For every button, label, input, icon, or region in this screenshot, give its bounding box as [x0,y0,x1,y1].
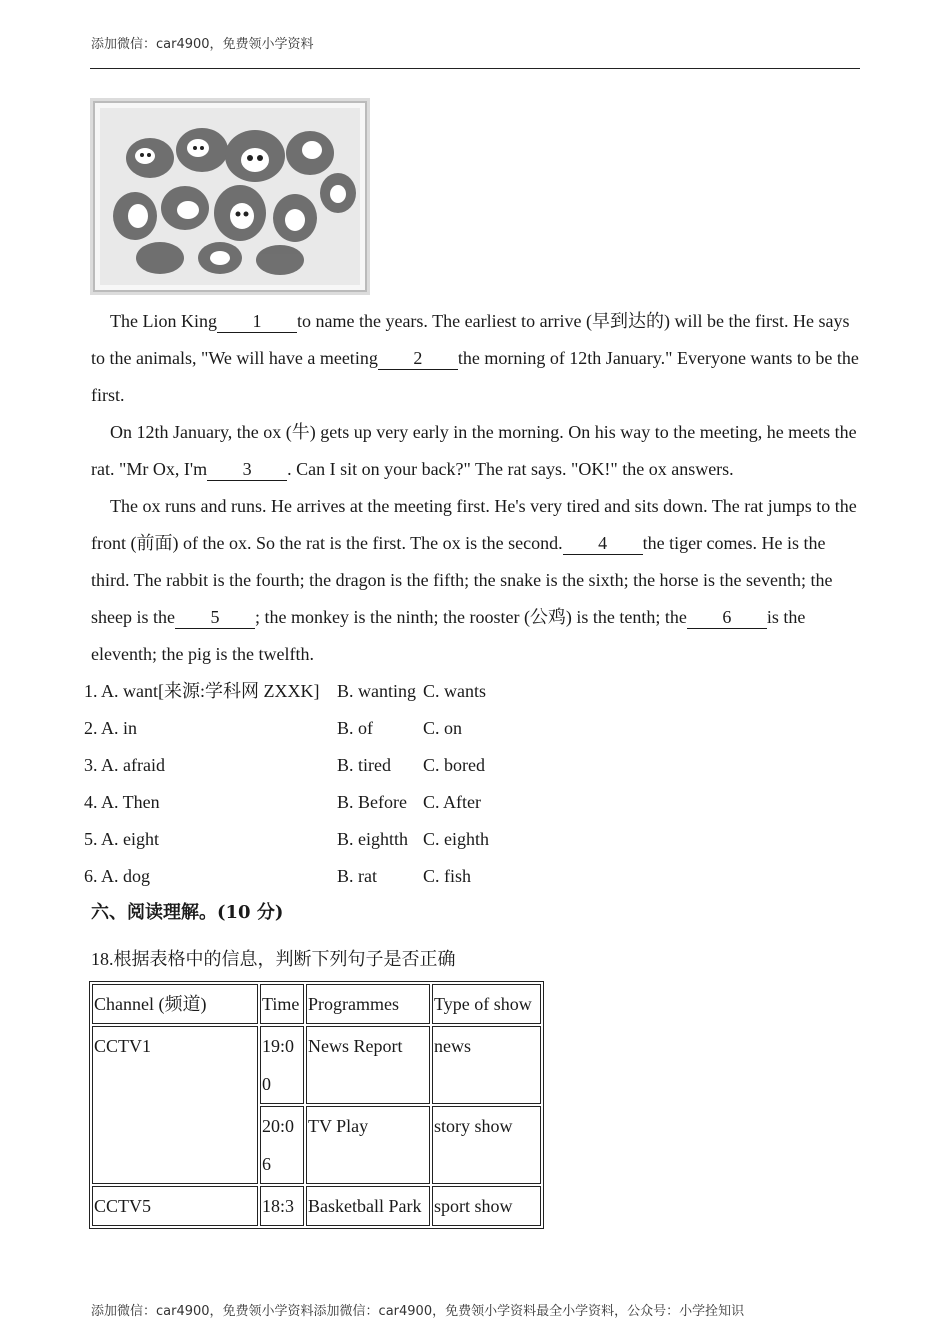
header-divider [90,68,860,69]
table-header-row [92,984,541,1024]
passage-text: the tiger comes. He is the third. The rabbit is the fourth; the dragon is the fifth; the snake is the sixth; the horse is the seventh; the sheep is the [91,533,833,627]
table-cell-time: 18:3 [260,1186,304,1226]
passage-text: the morning of 12th January." Everyone wants to be the first. [91,348,859,405]
option-a: 6. A. dog [84,866,151,886]
option-c: C. After [423,792,481,812]
table-cell-type: story show [432,1106,541,1184]
option-b: B. eightth [337,829,408,849]
blank-6: 6 [687,606,767,629]
passage-text: to name the years. The earliest to arrive (早到达的) will be the first. He says to the animals, "We will have a meeting [91,311,850,368]
passage-paragraph-2 [91,414,861,488]
passage-text: The Lion King [110,311,217,331]
option-a: 2. A. in [84,718,138,738]
table-cell-type: sport show [432,1186,541,1226]
table-cell-type: news [432,1026,541,1104]
option-c: C. bored [423,755,485,775]
option-a: 1. A. want[来源:学科网 ZXXK] [84,681,320,701]
table-cell-programme: TV Play [306,1106,430,1184]
option-a: 5. A. eight [84,829,159,849]
passage-text: ; the monkey is the ninth; the rooster (公鸡) is the tenth; the [254,607,687,627]
option-row-6 [84,858,684,895]
option-b: B. wanting [337,681,416,701]
passage-text: . Can I sit on your back?" The rat says. "OK!" the ox answers. [287,459,734,479]
option-a: 3. A. afraid [84,755,165,775]
table-row [92,1186,541,1226]
table-header-cell: Programmes [306,984,430,1024]
table-cell-programme: News Report [306,1026,430,1104]
option-c: C. eighth [423,829,489,849]
option-a: 4. A. Then [84,792,160,812]
table-header-cell: Time [260,984,304,1024]
table-cell-programme: Basketball Park [306,1186,430,1226]
option-b: B. tired [337,755,391,775]
blank-3: 3 [207,458,287,481]
header-watermark: 添加微信：car4900，免费领小学资料 [91,37,314,52]
option-b: B. of [337,718,373,738]
passage-text: On 12th January, the ox (牛) gets up very early in the morning. On his way to the meeting, he meets the rat. "Mr Ox, I'm [91,422,857,479]
tv-schedule-table [89,981,544,1229]
passage-paragraph-1 [91,303,861,414]
table-cell-channel: CCTV5 [92,1186,258,1226]
question-18-instruction: 18.根据表格中的信息，判断下列句子是否正确 [91,949,456,969]
passage-paragraph-3 [91,488,861,673]
option-b: B. rat [337,866,377,886]
blank-5: 5 [175,606,255,629]
table-cell-time: 19:00 [260,1026,304,1104]
option-row-2 [84,710,684,747]
option-c: C. fish [423,866,472,886]
blank-1: 1 [217,310,297,333]
footer-watermark: 添加微信：car4900，免费领小学资料添加微信：car4900，免费领小学资料最全小学资料，公众号：小学拴知识 [91,1304,745,1319]
blank-4: 4 [563,532,643,555]
option-row-4 [84,784,684,821]
option-c: C. on [423,718,463,738]
blank-2: 2 [378,347,458,370]
table-header-cell: Channel (频道) [92,984,258,1024]
zodiac-animals-image [90,98,370,295]
passage-text: is the eleventh; the pig is the twelfth. [91,607,806,664]
option-row-5 [84,821,684,858]
passage-text: The ox runs and runs. He arrives at the meeting first. He's very tired and sits down. The rat jumps to the front (前面) of the ox. So the rat is the first. The ox is the second. [91,496,857,553]
table-cell-channel: CCTV1 [92,1026,258,1184]
option-b: B. Before [337,792,407,812]
option-row-1 [84,673,684,710]
table-cell-time: 20:06 [260,1106,304,1184]
table-row [92,1026,541,1104]
section-title: 六、阅读理解。(10 分) [91,902,284,923]
option-c: C. wants [423,681,486,701]
table-header-cell: Type of show [432,984,541,1024]
option-row-3 [84,747,684,784]
